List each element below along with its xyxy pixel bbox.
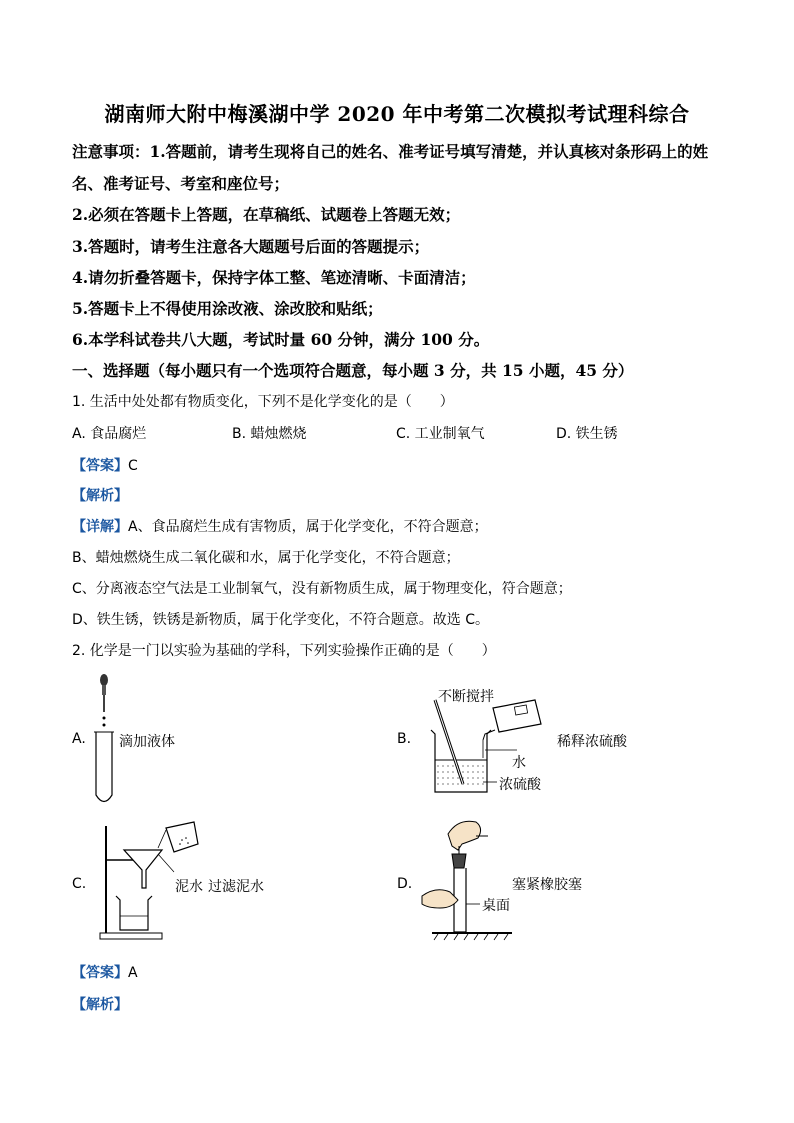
- q2-answer-tag: 【答案】: [72, 965, 128, 981]
- q1-answer-value: C: [128, 458, 138, 474]
- q1-analysis-tag: 【解析】: [72, 488, 128, 504]
- q2-option-c-letter: C.: [72, 876, 87, 892]
- q2-option-b-water-label: 水: [512, 755, 526, 771]
- q2-option-a-letter: A.: [72, 731, 86, 747]
- notice-item-5: 5.答题卡上不得使用涂改液、涂改胶和贴纸；: [72, 299, 383, 318]
- notice-item-4: 4.请勿折叠答题卡，保持字体工整、笔迹清晰、卡面清洁；: [72, 268, 476, 287]
- notice-line-2: 名、准考证号、考室和座位号；: [72, 174, 290, 193]
- notice-line-1: 注意事项：1.答题前，请考生现将自己的姓名、准考证号填写清楚，并认真核对条形码上的姓: [72, 142, 709, 161]
- q1-detail-d: D、铁生锈，铁锈是新物质，属于化学变化，不符合题意。故选 C。: [72, 612, 490, 628]
- q2-answer-value: A: [128, 965, 138, 981]
- q1-option-d: D. 铁生锈: [556, 426, 618, 442]
- question-2-stem: 2. 化学是一门以实验为基础的学科，下列实验操作正确的是（ ）: [72, 643, 496, 659]
- q2-option-d-table-label: 桌面: [482, 898, 510, 914]
- q2-analysis-line: [72, 994, 128, 1014]
- page-title: 湖南师大附中梅溪湖中学 2020 年中考第二次模拟考试理科综合: [104, 102, 690, 126]
- q1-option-b: B. 蜡烛燃烧: [232, 426, 307, 442]
- notice-item-6: 6.本学科试卷共八大题，考试时量 60 分钟，满分 100 分。: [72, 330, 490, 349]
- q2-option-c-label: 过滤泥水: [208, 879, 264, 895]
- q1-option-c: C. 工业制氧气: [396, 426, 485, 442]
- q1-detail-b: B、蜡烛燃烧生成二氧化碳和水，属于化学变化，不符合题意；: [72, 550, 460, 566]
- question-1-stem: 1. 生活中处处都有物质变化，下列不是化学变化的是（ ）: [72, 394, 454, 410]
- section-heading: 一、选择题（每小题只有一个选项符合题意，每小题 3 分，共 15 小题，45 分）: [72, 361, 634, 380]
- q1-detail-tag: 【详解】: [72, 519, 128, 535]
- q1-analysis-line: [72, 485, 128, 505]
- q2-option-b-letter: B.: [397, 731, 412, 747]
- q2-answer-line: [72, 962, 138, 982]
- q2-option-a-label: 滴加液体: [119, 734, 175, 750]
- q2-option-d-letter: D.: [397, 876, 413, 892]
- notice-item-3: 3.答题时，请考生注意各大题题号后面的答题提示；: [72, 237, 430, 256]
- q2-option-d-label: 塞紧橡胶塞: [512, 877, 582, 893]
- q2-option-b-acid-label: 浓硫酸: [499, 777, 541, 793]
- q1-option-a: A. 食品腐烂: [72, 426, 147, 442]
- q1-detail-line: [72, 516, 488, 536]
- q2-option-b-label: 稀释浓硫酸: [557, 734, 627, 750]
- q2-option-c-mud-label: 泥水: [175, 879, 203, 895]
- q1-detail-c: C、分离液态空气法是工业制氧气，没有新物质生成，属于物理变化，符合题意；: [72, 581, 572, 597]
- q2-analysis-tag: 【解析】: [72, 997, 128, 1013]
- notice-item-2: 2.必须在答题卡上答题，在草稿纸、试题卷上答题无效；: [72, 205, 461, 224]
- q1-answer-line: [72, 455, 138, 475]
- q2-option-b-stir-label: 不断搅拌: [438, 689, 494, 705]
- q1-answer-tag: 【答案】: [72, 458, 128, 474]
- q1-detail-a: A、食品腐烂生成有害物质，属于化学变化，不符合题意；: [128, 519, 488, 535]
